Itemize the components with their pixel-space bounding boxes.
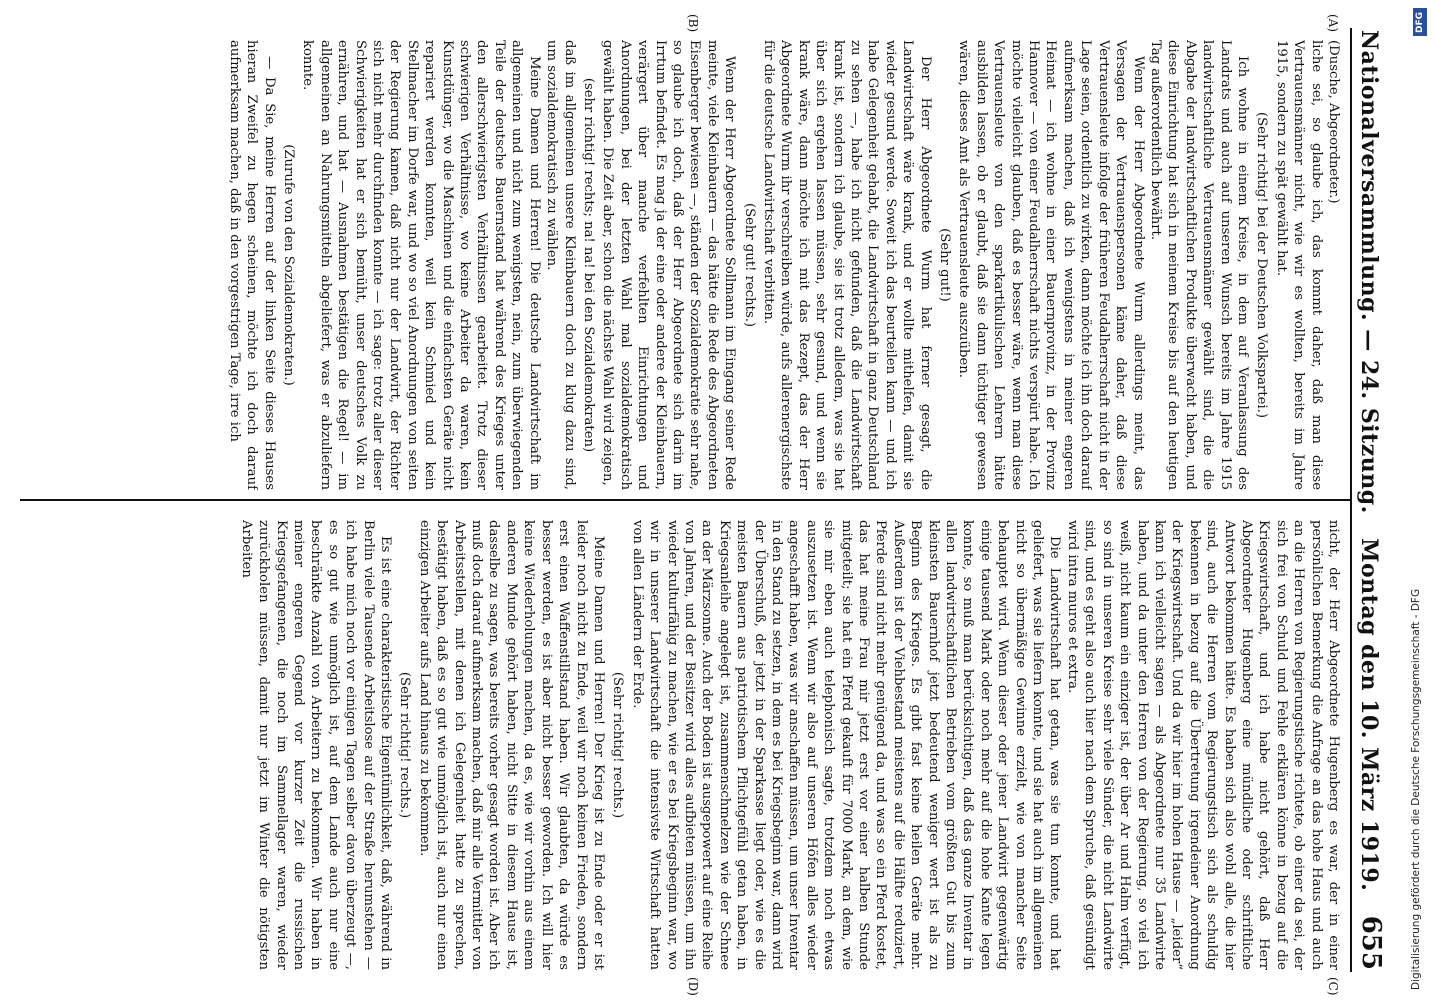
paragraph: nicht, der Herr Abgeordnete Hugenberg es war, der in einer persönlichen Bemerkung die Anfrage an das hohe Haus und auch an die Herren von Regierungstische richtete, ob einer da sei, der sich frei von Schuld und Fehle erklären könne in bezug auf die Kriegswirtschaft, und ich habe nicht gehört, daß Herr Abgeordneter Hugenberg eine mündliche oder schriftliche Antwort bekommen hätte. Es haben sich also wohl alle, die hier sind, auch die Herren vom Regierungstisch sich als schuldig bekennen in bezug auf die Übertretung irgendeiner Anordnung der Kriegswirtschaft. Und da wir hier im hohen Hause — „leider“ kann ich vielleicht sagen — als Abgeordnete nur 35 Landwirte haben, und da unter den Herren von der Regierung, so viel ich weiß, nicht kaum ein einziger ist, der über Ar und Halm verfügt, so sind in unseren Kreise sehr viele Sünder, die nicht Landwirte sind, und es geht also auch hier nach dem Spruche, daß gesündigt wird intra muros et extra. <box>1064 520 1341 970</box>
right-text-column <box>22 520 1342 970</box>
header-rule <box>1350 28 1352 972</box>
digitization-credit: Digitalisierung gefördert durch die Deutsche Forschungsgemeinschaft - DFG <box>1410 588 1422 990</box>
margin-marker-c: (C) <box>1326 977 1340 996</box>
page-header <box>1356 30 1392 970</box>
paragraph: Meine Damen und Herren! Der Krieg ist zu Ende oder er ist leider noch nicht zu Ende, weil wir noch keinen Frieden, sondern erst einen Waffenstillstand haben. Wir glaubten, da würde es besser werden, es ist aber nicht besser geworden. Ich will hier keine Wiederholungen machen, da es, wie wir vorhin aus einem anderen Munde gehört haben, nicht Sitte in diesem Hause ist, dasselbe zu sagen, was bereits vorher gesagt worden ist. Aber ich muß doch darauf aufmerksam machen, daß mir alle Vermittler von Arbeitsstellen, mit denen ich Gelegenheit hatte zu sprechen, bestätigt haben, daß es so gut wie unmöglich ist, auch nur einen einzigen Arbeiter aufs Land hinaus zu bekommen. <box>416 520 606 970</box>
paragraph: Wenn der Herr Abgeordnete Sollmann im Eingang seiner Rede meinte, viele Kleinbauern — das hätte die Rede des Abgeordneten Eisenberger bewiesen —, ständen der Sozialdemokratie sehr nahe, so glaube ich doch, daß der Herr Abgeordnete sich darin im Irrtum befindet. Es mag ja der eine oder andere der Kleinbauern, verärgert über manche verfehlten Einrichtungen und Anordnungen, bei der letzten Wahl mal sozialdemokratisch gewählt haben. Die Zeit aber, schon die nächste Wahl wird zeigen, <box>600 40 738 490</box>
paragraph: Der Herr Abgeordnete Wurm hat ferner gesagt, die Landwirtschaft wäre krank, und er wollte mithelfen, damit sie wieder gesund werde. Soweit ich das beurteilen kann — und ich habe Gelegenheit gehabt, die Landwirtschaft in ganz Deutschland zu sehen —, habe ich nicht gefunden, daß die Landwirtschaft krank ist, sondern ich glaube, sie ist trotz alledem, was sie hat über sich ergehen lassen müssen, sehr gesund, und wenn sie krank wäre, dann möchte ich mit das Rezept, das der Herr Abgeordnete Wurm ihr verschreiben würde, aufs allerenergischste für die deutsche Landwirtschaft verbitten. <box>761 40 933 490</box>
paragraph: Wenn der Herr Abgeordnete Wurm allerdings meint, das Versagen der Vertrauenspersonen käme daher, daß diese Vertrauensleute infolge der früheren Feudalherrschaft nicht in der Lage seien, ordentlich zu wirken, dann möchte ich ihn doch darauf aufmerksam machen, daß ich wenigstens in meiner engeren Heimat — ich wohne in einer Bauernprovinz, in der Provinz Hannover — von einer Feudalherrschaft nichts verspürt habe. Ich möchte vielleicht glauben, daß es besser wäre, wenn man diese Vertrauensleute von den sparkartikulischen Lehrern hätte ausbilden lassen, ob er glaubt, daß sie dann tüchtiger gewesen wären, dieses Amt als Vertrauensleute auszuüben. <box>956 40 1146 490</box>
interjection: (Sehr gut! rechts.) <box>741 202 757 328</box>
paragraph: Ich wohne in einem Kreise, in dem auf Veranlassung des Landrats und auch auf unseren Wunsch bereits im Jahre 1915 landwirtschaftliche Vertrauensmänner gewählt sind, die die Abgabe der landwirtschaftlichen Produkte überwacht haben, und diese Einrichtung hat sich in meinem Kreise bis auf den heutigen Tag außerordentlich bewährt. <box>1147 40 1250 490</box>
margin-marker-a: (A) <box>1326 14 1340 33</box>
margin-marker-d: (D) <box>686 977 700 996</box>
paragraph: Meine Damen und Herren! Die deutsche Landwirtschaft im allgemeinen und nicht zum wenigsten, nein, zum überwiegenden Teile der deutsche Bauernstand hat während des Krieges unter den allerschwierigsten Verhältnissen gearbeitet. Trotz dieser schwierigen Verhältnisse, wo keine Arbeiter da waren, kein Kunstdünger, wo die Maschinen und die einfachsten Geräte nicht repariert werden konnten, weil kein Schmied und kein Stellmacher im Dorfe war, und wo so viel Anordnungen von seiten der Regierung kamen, daß nicht nur der Landwirt, der Richter sich nicht mehr durchfinden konnte — ich sage: trotz aller dieser Schwierigkeiten hat er sich bemüht, unser deutsches Volk zu ernähren, und hat — Ausnahmen bestätigen die Regel! — im allgemeinen an Nahrungsmitteln abgeliefert, was er abzuliefern konnte. <box>300 40 542 490</box>
digitization-note <box>1404 0 1434 1000</box>
dfg-logo: DFG <box>1413 8 1427 36</box>
paragraph: (Dusche, Abgeordneter.) <box>1326 40 1341 204</box>
interjection: (Sehr richtig! rechts.) <box>610 671 626 819</box>
paragraph: Die Landwirtschaft hat getan, was sie tun konnte, und hat geliefert, was sie liefern konnte, und sie hat auch im allgemeinen nicht so übermäßige Gewinne erzielt, wie von mancher Seite behauptet wird. Wenn dieser oder jener Landwirt gegenwärtig einige tausend Mark oder noch mehr auf die hohe Kante legen konnte, so muß man berücksichtigen, daß das ganze Inventar in allen landwirtschaftlichen Betrieben vom größten Gut bis zum kleinsten Bauernhof jetzt bedeutend weniger wert ist als zu Beginn des Krieges. Es gibt fast keine heilen Geräte mehr. Außerdem ist der Viehbestand meistens auf die Hälfte reduziert, Pferde sind nicht mehr genügend da, und was so ein Pferd kostet, das hat meine Frau mir jetzt erst vor einer halben Stunde mitgeteilt; sie hat ein Pferd gekauft für 7000 Mark, an dem, wie sie mir eben auch telephonisch sagte, trotzdem noch etwas auszusetzen ist. Wenn wir also auf unseren Höfen alles wieder angeschafft haben, was wir anschaffen müssen, um unser Inventar in den Stand zu setzen, in dem es bei Kriegsbeginn war, dann wird der Überschuß, der jetzt in der Sparkasse liegt oder, wie es die meisten Bauern aus patriotischem Pflichtgefühl getan haben, in Kriegsanleihe angelegt ist, zusammenschmelzen wie der Schnee an der Märzsonne. Auch der Boden ist ausgepowert auf eine Reihe von Jahren, und der Besitzer wird alles aufbieten müssen, um ihn wieder kulturfähig zu machen, wie er es bei Kriegsbeginn war, wo wir in unserer Landwirtschaft die intensivste Wirtschaft hatten von allen Ländern der Erde. <box>629 520 1063 970</box>
interjection: (Sehr richtig! rechts.) <box>397 671 413 819</box>
column-divider <box>20 499 1350 501</box>
margin-marker-b: (B) <box>686 14 700 33</box>
paragraph: — Da Sie, meine Herren auf der linken Seite dieses Hauses hieran Zweifel zu hegen scheinen, möchte ich doch darauf aufmerksam machen, daß in den vorgestrigen Tage, irre ich <box>226 40 277 490</box>
interjection: (Sehr gut!) <box>937 228 953 302</box>
paragraph: daß im allgemeinen unsere Kleinbauern doch zu klug dazu sind, um sozialdemokratisch zu wählen. <box>544 40 577 490</box>
running-title: Nationalversammlung. — 24. Sitzung. <box>1356 30 1382 514</box>
paragraph: liche sei, so glaube ich, das kommt daher, daß man diese Vertrauensmänner nicht, wie wir es wollten, bereits im Jahre 1915, sondern zu spät gewählt hat. <box>1273 40 1324 490</box>
page-number: 655 <box>1356 915 1386 970</box>
left-text-column <box>22 40 1342 490</box>
session-date: Montag den 10. März 1919. <box>1356 538 1382 892</box>
interjection: (Sehr richtig! bei der Deutschen Volkspartei.) <box>1254 111 1270 419</box>
interjection: (sehr richtig! rechts; na! na! bei den Sozialdemokraten) <box>580 77 596 453</box>
paragraph: Es ist eine charakteristische Eigentümlichkeit, daß, während in Berlin viele Tausende Arbeitslose auf der Straße herumstehen — ich habe mich noch vor einigen Tagen selber davon überzeugt —, es so gut wie unmöglich ist, auf dem Lande auch nur eine beschränkte Anzahl von Arbeitern zu bekommen. Wir haben in meiner engeren Gegend vor kurzer Zeit die russischen Kriegsgefangenen, die noch im Sammellager waren, wieder zurückholen müssen, damit nur jetzt im Winter die nötigsten Arbeiten <box>238 520 394 970</box>
interjection: (Zurufe von den Sozialdemokraten.) <box>281 144 297 386</box>
